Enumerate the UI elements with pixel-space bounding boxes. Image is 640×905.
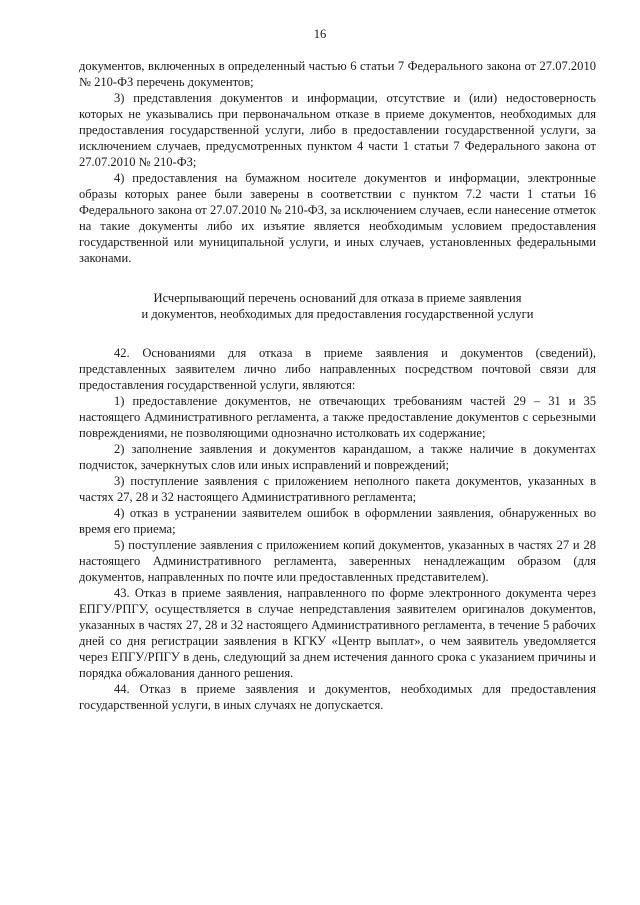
top-section (79, 58, 596, 266)
paragraph-42-item-1: 1) предоставление документов, не отвечающих требованиям частей 29 – 31 и 35 настоящего Административного регламента, а также предоставление документов с серьезными повреждениями, не позволяющими однозначно истолковать их содержание; (79, 394, 596, 440)
section-heading-line-1: Исчерпывающий перечень оснований для отказа в приеме заявления (153, 291, 522, 305)
paragraph-44: 44. Отказ в приеме заявления и документов, необходимых для предоставления государственной услуги, в иных случаях не допускается. (79, 682, 596, 712)
paragraph-continuation: документов, включенных в определенный частью 6 статьи 7 Федерального закона от 27.07.2010 № 210-ФЗ перечень документов; (79, 59, 596, 89)
paragraph-42-item-4: 4) отказ в устранении заявителем ошибок в оформлении заявления, обнаруженных во время его приема; (79, 506, 596, 536)
paragraph-42-item-2: 2) заполнение заявления и документов карандашом, а также наличие в документах подчисток, зачеркнутых слов или иных исправлений и повреждений; (79, 442, 596, 472)
page-number: 16 (313, 27, 327, 41)
paragraph-42-item-3: 3) поступление заявления с приложением неполного пакета документов, указанных в частях 27, 28 и 32 настоящего Административного регламента; (79, 474, 596, 504)
paragraph-42: 42. Основаниями для отказа в приеме заявления и документов (сведений), представленных заявителем лично либо направленных посредством почтовой связи для предоставления государственной услуги, являются: (79, 346, 596, 392)
paragraph-item-3: 3) представления документов и информации, отсутствие и (или) недостоверность которых не указывались при первоначальном отказе в приеме документов, необходимых для предоставления государственной услуги, либо в предоставлении государственной услуги, за исключением случаев, предусмотренных пунктом 4 части 1 статьи 7 Федерального закона от 27.07.2010 № 210-ФЗ; (79, 91, 596, 169)
section-heading (79, 290, 596, 322)
bottom-section (79, 345, 596, 713)
paragraph-42-item-5: 5) поступление заявления с приложением копий документов, указанных в частях 27 и 28 настоящего Административного регламента, заверенных ненадлежащим образом (для документов, направленных по почте или предоставленных представителем). (79, 538, 596, 584)
section-heading-line-2: и документов, необходимых для предоставления государственной услуги (141, 307, 534, 321)
paragraph-item-4: 4) предоставления на бумажном носителе документов и информации, электронные образы которых ранее были заверены в соответствии с пунктом 7.2 части 1 статьи 16 Федерального закона от 27.07.2010 № 210-ФЗ, за исключением случаев, если нанесение отметок на такие документы либо их изъятие является необходимым условием предоставления государственной или муниципальной услуги, и иных случаев, установленных федеральными законами. (79, 171, 596, 265)
paragraph-43: 43. Отказ в приеме заявления, направленного по форме электронного документа через ЕПГУ/РПГУ, осуществляется в случае непредставления заявителем оригиналов документов, указанных в частях 27, 28 и 32 настоящего Административного регламента, в течение 5 рабочих дней со дня регистрации заявления в КГКУ «Центр выплат», о чем заявитель уведомляется через ЕПГУ/РПГУ в день, следующий за днем истечения данного срока с указанием причины и порядка обжалования данного решения. (79, 586, 596, 680)
